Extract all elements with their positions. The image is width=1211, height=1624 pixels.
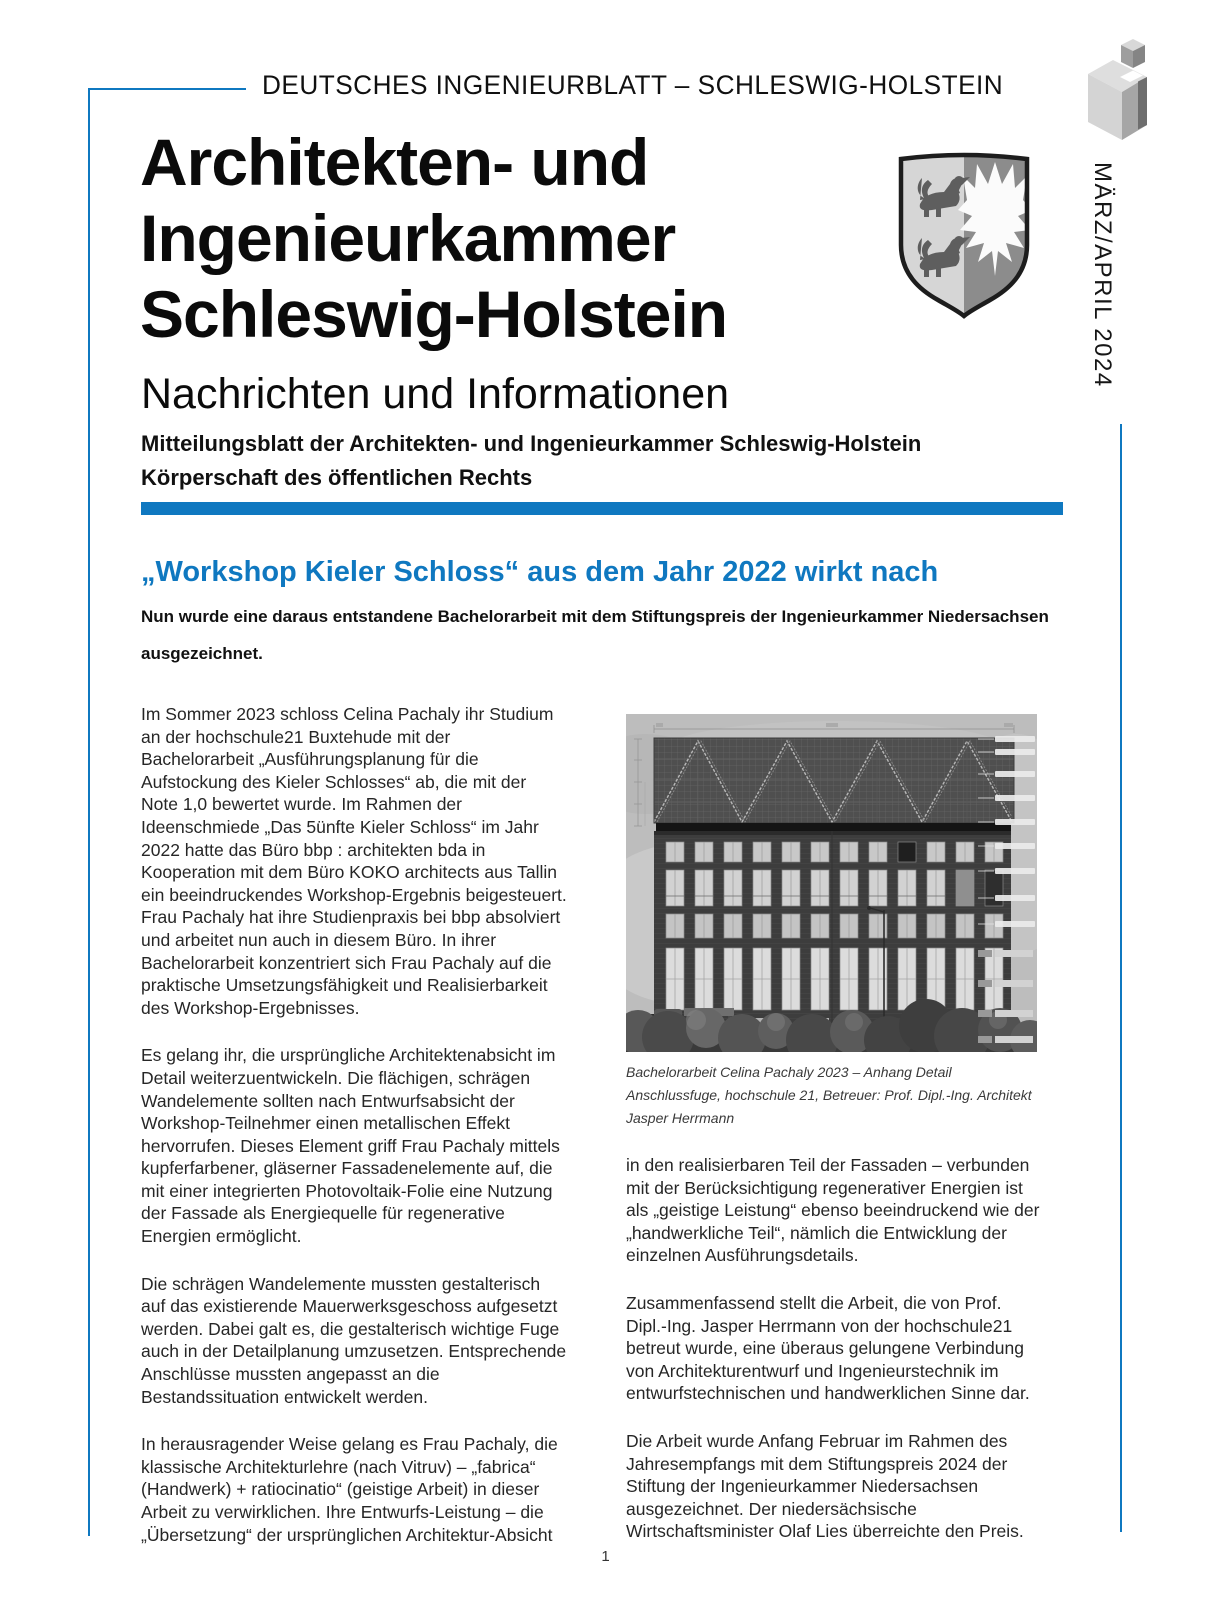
- masthead-title-line: Ingenieurkammer: [140, 201, 676, 275]
- article-headline: „Workshop Kieler Schloss“ aus dem Jahr 2022 wirkt nach: [141, 556, 939, 588]
- paragraph: Im Sommer 2023 schloss Celina Pachaly ihr Studium an der hochschule21 Buxtehude mit der Bachelorarbeit „Ausführungsplanung für die Aufstockung des Kieler Schlosses“ ab, die mit der Note 1,0 bewertet wurde. Im Rahmen der Ideenschmiede „Das 5ünfte Kieler Schloss“ im Jahr 2022 hatte das Büro bbp : architekten bda in Kooperation mit dem Büro KOKO architects aus Tallin ein beeindruckendes Workshop-Ergebnis beigesteuert. Frau Pachaly hat ihre Studienpraxis bei bbp absolviert und arbeitet nun auch in diesem Büro. In ihrer Bachelorarbeit konzentriert sich Frau Pachaly auf die praktische Umsetzungsfähigkeit und Realisierbarkeit des Workshop-Ergebnisses.: [141, 704, 567, 1018]
- masthead-subtitle: Nachrichten und Informationen: [141, 370, 730, 418]
- publication-header: DEUTSCHES INGENIEURBLATT – SCHLESWIG-HOLSTEIN: [262, 70, 1004, 100]
- paragraph: In herausragender Weise gelang es Frau Pachaly, die klassische Architekturlehre (nach Vitruv) – „fabrica“ (Handwerk) + ratiocinatio“ (geistige Arbeit) in dieser Arbeit zu verwirklichen. Ihre Entwurfs-Leistung – die „Übersetzung“ der ursprünglichen Architektur-Absicht: [141, 1434, 558, 1545]
- building-photo: [626, 714, 1037, 1052]
- masthead-description-line1: Mitteilungsblatt der Architekten- und Ingenieurkammer Schleswig-Holstein: [141, 431, 922, 456]
- paragraph: Die Arbeit wurde Anfang Februar im Rahmen des Jahresempfangs mit dem Stiftungspreis 2024 der Stiftung der Ingenieurkammer Niedersachsen ausgezeichnet. Der niedersächsische Wirtschaftsminister Olaf Lies überreichte den Preis.: [626, 1430, 1024, 1542]
- paragraph: Zusammenfassend stellt die Arbeit, die von Prof. Dipl.-Ing. Jasper Herrmann von der hochschule21 betreut wurde, eine überaus gelungene Verbindung von Architekturentwurf und Ingenieurstechnik im entwurfstechnischen und handwerklichen Sinne dar.: [626, 1292, 1030, 1404]
- ingenieurblatt-cube-logo: [1086, 34, 1156, 142]
- article-right-column: [626, 1154, 1044, 1568]
- masthead-title: [140, 124, 727, 352]
- schleswig-holstein-coat-of-arms: [894, 148, 1034, 320]
- masthead-description-line2: Körperschaft des öffentlichen Rechts: [141, 465, 533, 490]
- paragraph: Es gelang ihr, die ursprüngliche Architektenabsicht im Detail weiterzuentwickeln. Die flächigen, schrägen Wandelemente sollten nach Entwurfsabsicht der Workshop-Teilnehmer einen metallischen Effekt hervorrufen. Dieses Element griff Frau Pachaly mittels kupferfarbener, gläserner Fassadenelemente auf, die mit einer integrierten Photovoltaik-Folie eine Nutzung der Fassade als Energiequelle für regenerative Energien ermöglicht.: [141, 1045, 560, 1247]
- figure-caption: Bachelorarbeit Celina Pachaly 2023 – Anhang Detail Anschlussfuge, hochschule 21, Betreuer: Prof. Dipl.-Ing. Architekt Jasper Herrmann: [626, 1064, 1032, 1126]
- page-number: 1: [601, 1548, 610, 1565]
- masthead-title-line: Architekten- und: [140, 125, 649, 199]
- masthead-title-line: Schleswig-Holstein: [140, 277, 728, 351]
- left-margin-rule: [88, 88, 90, 1536]
- paragraph: Die schrägen Wandelemente mussten gestalterisch auf das existierende Mauerwerksgeschoss aufgesetzt werden. Dabei galt es, die gestalterisch wichtige Fuge auch in der Detailplanung umzusetzen. Entsprechende Anschlüsse mussten angepasst an die Bestandssituation entwickelt werden.: [141, 1273, 567, 1407]
- paragraph: in den realisierbaren Teil der Fassaden – verbunden mit der Berücksichtigung regenerativer Energien ist als „geistige Leistung“ ebenso beeindruckend wie der „handwerkliche Teil“, nämlich die Entwicklung der einzelnen Ausführungsdetails.: [626, 1155, 1040, 1266]
- article-standfirst: Nun wurde eine daraus entstandene Bachelorarbeit mit dem Stiftungspreis der Ingenieurkammer Niedersachsen ausgezeichnet.: [141, 607, 1049, 663]
- masthead-divider-bar: [141, 502, 1063, 515]
- header-rule: [88, 88, 246, 90]
- right-margin-rule: [1120, 424, 1122, 1532]
- article-left-column: [141, 703, 567, 1571]
- issue-date-vertical: MÄRZ/APRIL 2024: [1089, 162, 1116, 388]
- coat-of-arms: [894, 148, 1034, 325]
- article-figure: [626, 714, 1037, 1130]
- publisher-logo: [1086, 34, 1156, 147]
